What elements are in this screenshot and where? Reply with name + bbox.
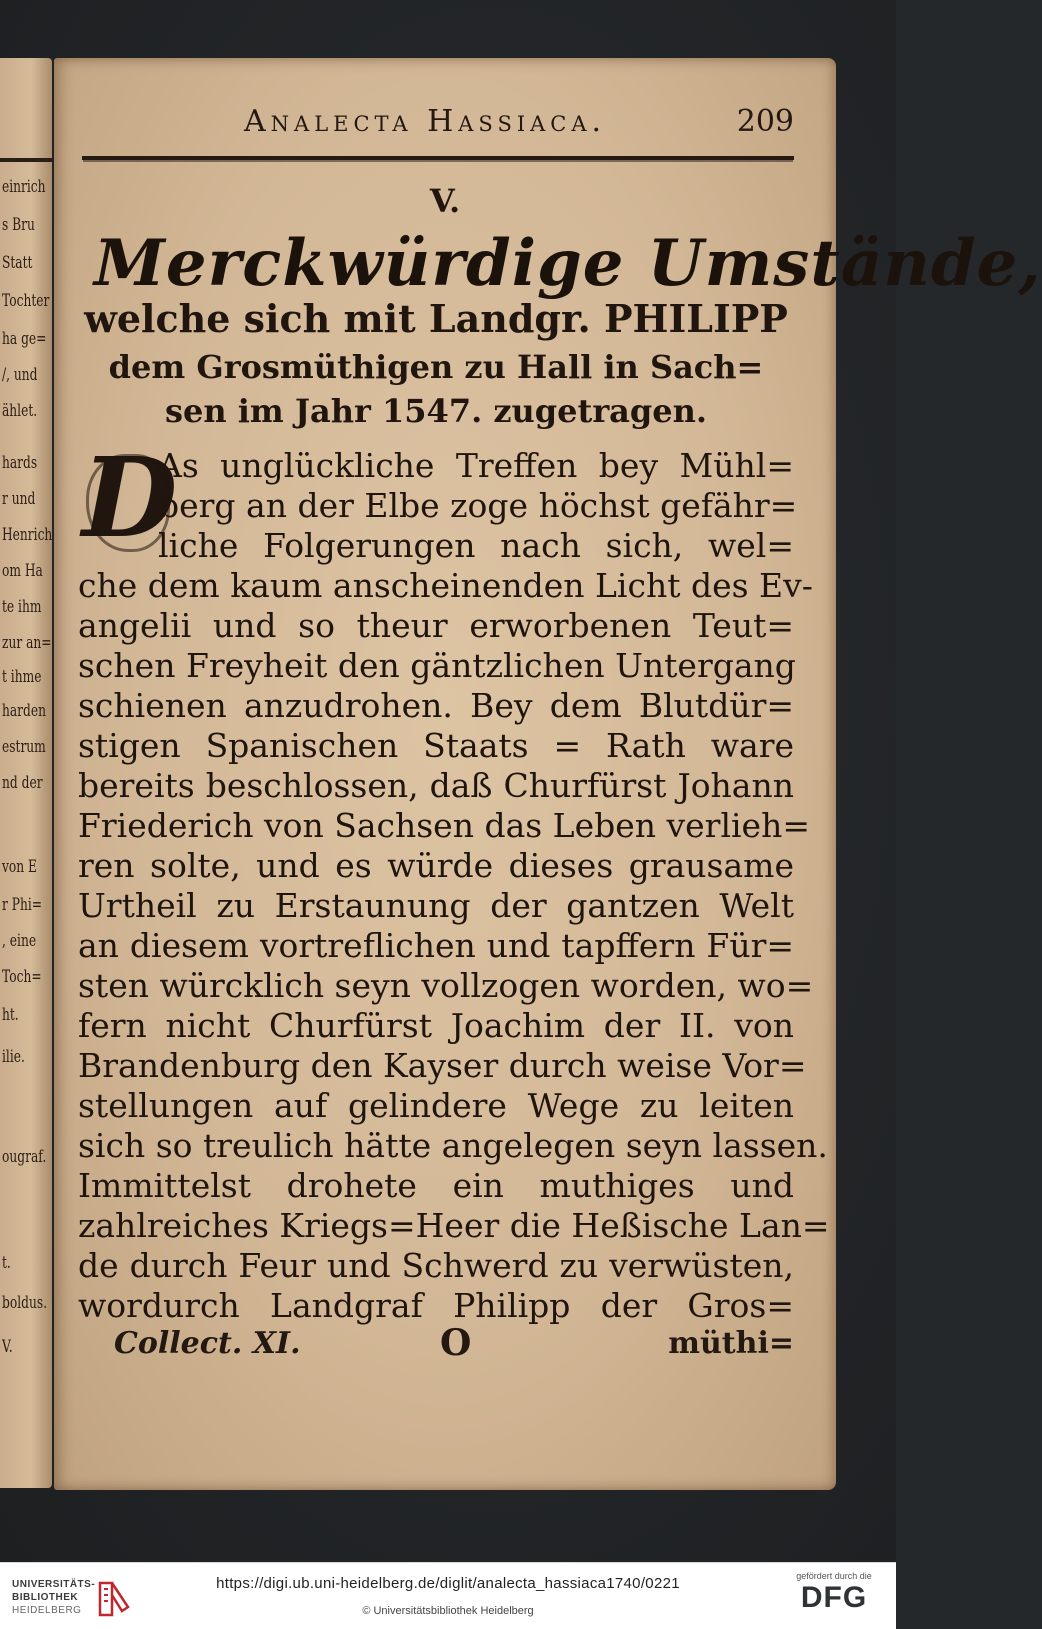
body-text-line: sten würcklich seyn vollzogen worden, wo= (78, 966, 814, 1005)
copyright-notice: © Universitätsbibliothek Heidelberg (362, 1605, 534, 1617)
facing-page-fragment: om Ha (2, 561, 43, 581)
facing-page-fragment: ählet. (2, 401, 38, 421)
facing-page-fragment: r und (2, 489, 36, 509)
facing-page-fragment: r Phi= (2, 895, 43, 915)
institution-name-line: HEIDELBERG (12, 1605, 82, 1616)
facing-page-fragment: boldus. (2, 1293, 48, 1313)
body-text-line: sich so treulich hätte angelegen seyn lassen. (78, 1126, 828, 1165)
facing-page-fragment: zur an= (2, 633, 52, 653)
institution-name-line: UNIVERSITÄTS- (12, 1579, 96, 1590)
facing-page-fragment: te ihm (2, 597, 42, 617)
facing-page-fragment: Statt (2, 253, 33, 273)
facing-page-fragment: , eine (2, 931, 37, 951)
page-number: 209 (736, 104, 794, 139)
chapter-subtitle-line: sen im Jahr 1547. zugetragen. (164, 392, 708, 430)
body-text-line: fern nicht Churfürst Joachim der II. von (78, 1006, 794, 1045)
body-text-line: berg an der Elbe zoge höchst gefähr= (158, 486, 798, 525)
running-title: Analecta Hassiaca. (244, 104, 607, 139)
body-text-line: As unglückliche Treffen bey Mühl= (158, 446, 794, 485)
institution-name-line: BIBLIOTHEK (12, 1592, 79, 1603)
funder-note: gefördert durch die (796, 1571, 872, 1581)
permalink-url[interactable]: https://digi.ub.uni-heidelberg.de/diglit/analecta_hassiaca1740/0221 (216, 1575, 680, 1592)
facing-page-fragment: ht. (2, 1005, 19, 1025)
facing-page-fragment: t ihme (2, 667, 42, 687)
sheet-signature-mark: O (440, 1322, 472, 1364)
facing-page-rule (0, 158, 52, 162)
body-text-line: zahlreiches Kriegs=Heer die Heßische Lan= (78, 1206, 830, 1245)
dfg-logo-text: DFG (800, 1581, 868, 1614)
body-text-line: che dem kaum anscheinenden Licht des Ev- (78, 566, 813, 605)
body-text-line: Immittelst drohete ein muthiges und (78, 1166, 794, 1205)
body-text-line: Urtheil zu Erstaunung der gantzen Welt (78, 886, 794, 925)
facing-page-fragment: estrum (2, 737, 46, 757)
body-text-line: stellungen auf gelindere Wege zu leiten (78, 1086, 794, 1125)
body-text-line: bereits beschlossen, daß Churfürst Johann (78, 766, 794, 805)
library-footer-bar (0, 1562, 896, 1629)
body-text-line: liche Folgerungen nach sich, wel= (158, 526, 794, 565)
body-text-line: an diesem vortreflichen und tapffern Für= (78, 926, 794, 965)
facing-page-fragment: ha ge= (2, 329, 47, 349)
facing-page-fragment: ilie. (2, 1047, 25, 1067)
facing-page-fragment: s Bru (2, 215, 35, 235)
page-footer (114, 1322, 794, 1370)
facing-page-fragment: Tochter (2, 291, 50, 311)
page-header (174, 104, 794, 144)
facing-page-fragment: Toch= (2, 967, 42, 987)
body-text-line: wordurch Landgraf Philipp der Gros= (78, 1286, 794, 1325)
facing-page-fragment: hards (2, 453, 38, 473)
drop-cap-initial: D (82, 433, 178, 562)
section-number: V. (429, 182, 461, 220)
facing-page-fragment: t. (2, 1253, 11, 1273)
collection-signature: Collect. XI. (114, 1326, 301, 1361)
funder-logo[interactable] (784, 1571, 884, 1623)
body-text-line: stigen Spanischen Staats = Rath ware (78, 726, 794, 765)
facing-page-fragment: einrich (2, 177, 46, 197)
body-text-line: ren solte, und es würde dieses grausame (78, 846, 794, 885)
body-text-line: Friederich von Sachsen das Leben verlieh= (78, 806, 810, 845)
body-text-line: schen Freyheit den gäntzlichen Untergang (78, 646, 796, 685)
facing-page-fragment: nd der (2, 773, 43, 793)
facing-page-fragment: Henrich (2, 525, 53, 545)
header-rule (82, 156, 794, 160)
facing-page-fragment: ougraf. (2, 1147, 47, 1167)
facing-page-left (0, 58, 52, 1488)
facing-page-fragment: harden (2, 701, 46, 721)
scanned-page (54, 58, 1042, 1490)
body-text-line: Brandenburg den Kayser durch weise Vor= (78, 1046, 807, 1085)
chapter-subtitle-line: dem Grosmüthigen zu Hall in Sach= (108, 348, 764, 386)
body-text-line: schienen anzudrohen. Bey dem Blutdür= (78, 686, 794, 725)
body-text-line: de durch Feur und Schwerd zu verwüsten, (78, 1246, 794, 1285)
facing-page-fragment: /, und (2, 365, 38, 385)
facing-page-fragment: von E (2, 857, 37, 877)
chapter-title: Merckwürdige Umstände, (94, 226, 1042, 301)
facing-page-fragment: V. (2, 1337, 13, 1357)
body-text-line: angelii und so theur erworbenen Teut= (78, 606, 794, 645)
chapter-subtitle-line: welche sich mit Landgr. PHILIPP (84, 296, 788, 341)
catchword: müthi= (668, 1326, 794, 1361)
